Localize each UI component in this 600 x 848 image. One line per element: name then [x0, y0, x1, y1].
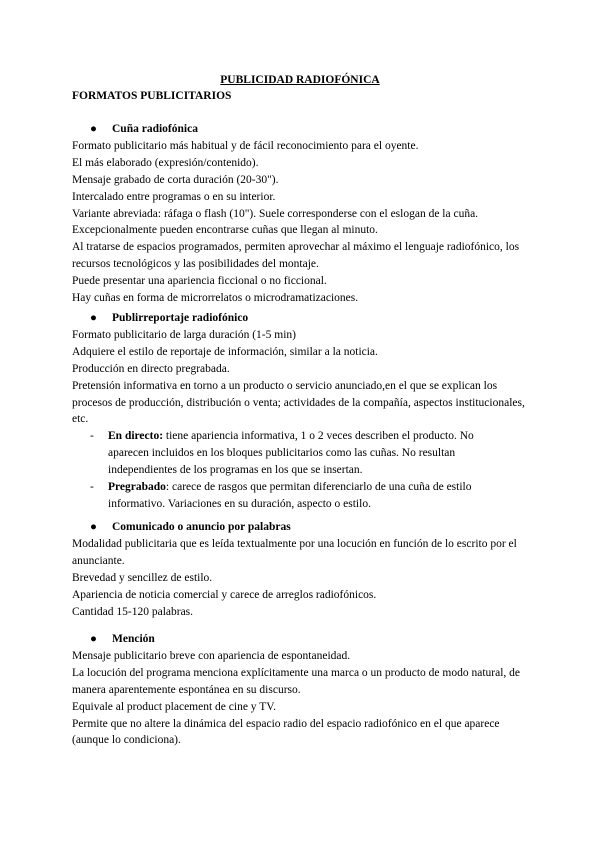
section-heading-text: Publirreportaje radiofónico — [112, 312, 249, 324]
section-heading — [90, 519, 532, 536]
dash-item-body — [108, 428, 508, 479]
dash-list-item — [90, 428, 532, 479]
body-line: Brevedad y sencillez de estilo. — [72, 571, 213, 584]
body-line: Variante abreviada: ráfaga o flash (10"). Suele corresponderse con el eslogan de la cuña. — [72, 207, 479, 220]
section-comunicado — [72, 519, 532, 620]
item-text: tiene apariencia informativa, 1 o 2 veces describen el producto. No aparecen incluidos en los bloques publicitarios como las cuñas. No resultan independientes de los programas en los que se insertan. — [108, 430, 474, 477]
body-line: Equivale al product placement de cine y TV. — [72, 700, 276, 713]
item-term: En directo: — [108, 430, 164, 443]
body-paragraph: La locución del programa menciona explícitamente una marca o un producto de modo natural, de manera aparentemente espontánea en su discurso. — [72, 666, 521, 696]
body-line: Producción en directo pregrabada. — [72, 362, 230, 375]
item-term: Pregrabado — [108, 481, 166, 494]
body-line: Mensaje publicitario breve con apariencia de espontaneidad. — [72, 649, 351, 662]
body-line: Puede presentar una apariencia ficcional o no ficcional. — [72, 275, 327, 288]
body-paragraph: Permite que no altere la dinámica del espacio radio del espacio radiofónico en el que aparece (aunque lo condiciona). — [72, 717, 500, 747]
section-heading — [90, 631, 532, 648]
body-line: Hay cuñas en forma de microrrelatos o microdramatizaciones. — [72, 292, 359, 305]
section-mencion — [72, 631, 532, 749]
body-line: Adquiere el estilo de reportaje de información, similar a la noticia. — [72, 345, 378, 358]
body-line: El más elaborado (expresión/contenido). — [72, 156, 259, 169]
bullet-icon: ● — [90, 312, 97, 324]
section-heading — [90, 121, 532, 138]
section-heading-text: Cuña radiofónica — [112, 123, 198, 135]
section-heading-text: Mención — [112, 633, 155, 645]
section-cuna — [72, 121, 532, 307]
body-line: Mensaje grabado de corta duración (20-30"). — [72, 173, 279, 186]
body-line: Excepcionalmente pueden encontrarse cuñas que llegan al minuto. — [72, 224, 378, 237]
document-subtitle: FORMATOS PUBLICITARIOS — [72, 90, 232, 102]
section-heading-text: Comunicado o anuncio por palabras — [112, 521, 291, 533]
body-line: Apariencia de noticia comercial y carece de arreglos radiofónicos. — [72, 588, 377, 601]
document-title: PUBLICIDAD RADIOFÓNICA — [220, 74, 380, 86]
dash-item-body — [108, 479, 508, 513]
bullet-icon: ● — [90, 633, 97, 645]
dash-marker: - — [90, 481, 94, 494]
bullet-icon: ● — [90, 521, 97, 533]
body-paragraph: Al tratarse de espacios programados, permiten aprovechar al máximo el lenguaje radiofónico, los recursos tecnológicos y las posibilidades del montaje. — [72, 241, 520, 271]
body-paragraph: Modalidad publicitaria que es leída textualmente por una locución en función de lo escrito por el anunciante. — [72, 537, 517, 567]
section-publirreportaje — [72, 310, 532, 513]
dash-marker: - — [90, 430, 94, 443]
body-paragraph: Pretensión informativa en torno a un producto o servicio anunciado,en el que se explican los procesos de producción, distribución o venta; actividades de la compañía, aspectos institucionales, etc. — [72, 379, 525, 426]
section-heading — [90, 310, 532, 327]
item-text: : carece de rasgos que permitan diferenciarlo de una cuña de estilo informativo. Variaciones en su duración, aspecto o estilo. — [108, 481, 472, 510]
body-line: Formato publicitario más habitual y de fácil reconocimiento para el oyente. — [72, 139, 419, 152]
body-line: Formato publicitario de larga duración (1-5 min) — [72, 328, 296, 341]
body-line: Intercalado entre programas o en su interior. — [72, 190, 276, 203]
body-line: Cantidad 15-120 palabras. — [72, 605, 194, 618]
bullet-icon: ● — [90, 123, 97, 135]
dash-list-item — [90, 479, 532, 513]
